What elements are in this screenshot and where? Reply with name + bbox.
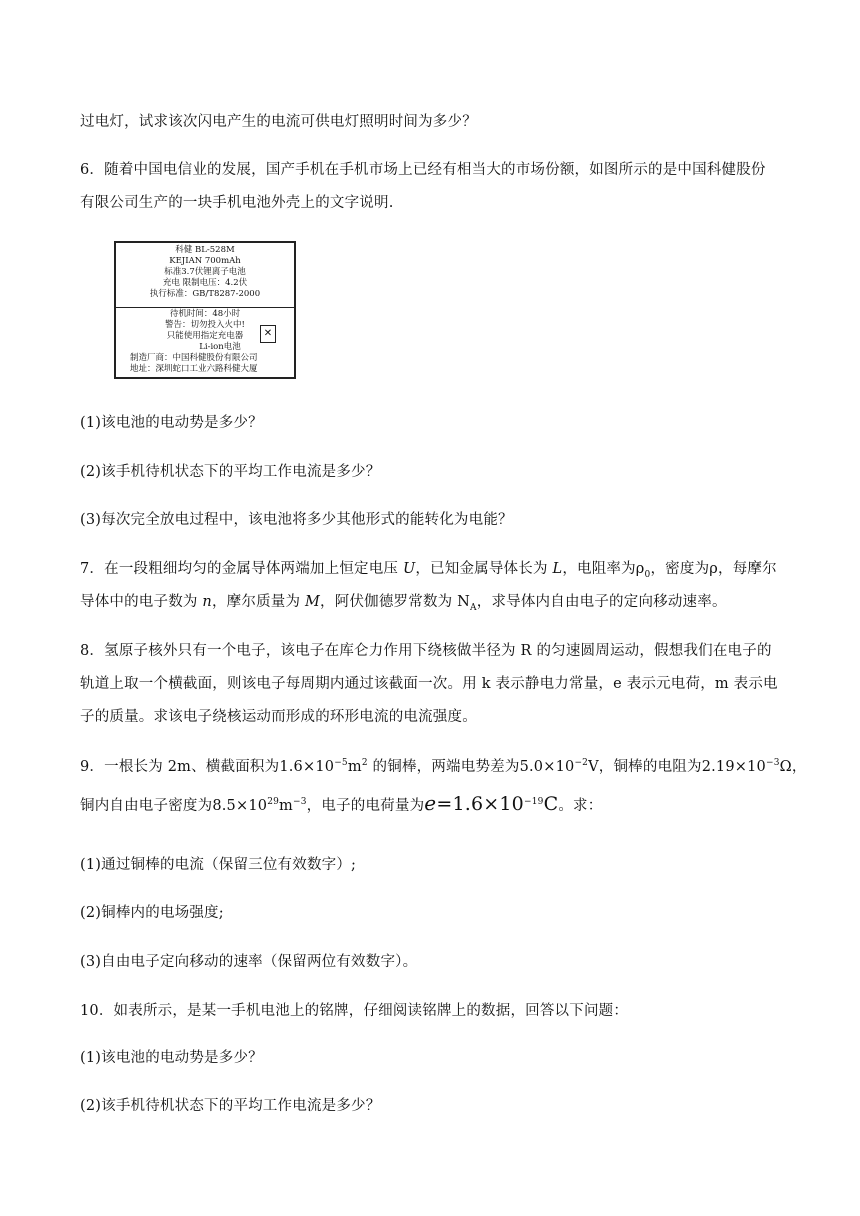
q9-area-unit-exp: 2 — [361, 758, 368, 769]
q9-text: 。求： — [558, 798, 603, 814]
label-standby: 待机时间：48小时 — [169, 309, 241, 319]
q9-density-unit: m — [279, 798, 293, 814]
label-voltage: 标准3.7伏锂离子电池 — [164, 267, 246, 277]
q9-stem-line1 — [80, 757, 807, 777]
q9-voltage-exp: −2 — [574, 758, 589, 769]
q9-resistance-unit: Ω — [779, 759, 792, 775]
q7-text: ，密度为ρ，每摩尔 — [650, 561, 777, 577]
q9-area: 1.6×10 — [279, 759, 335, 775]
label-capacity: KEJIAN 700mAh — [169, 256, 241, 266]
q6-part1: (1)该电池的电动势是多少？ — [80, 415, 263, 431]
q7-text: ，电阻率为ρ — [562, 561, 645, 577]
q7-stem-line1 — [80, 559, 777, 579]
q10-part1: (1)该电池的电动势是多少？ — [80, 1050, 263, 1066]
q6-part3: (3)每次完全放电过程中，该电池将多少其他形式的能转化为电能？ — [80, 512, 513, 528]
q9-text: ， — [791, 759, 807, 775]
battery-label-image — [114, 241, 296, 379]
q7-var-L: L — [552, 561, 563, 577]
q9-density-unit-exp: −3 — [293, 797, 307, 808]
q7-var-n: n — [202, 594, 212, 610]
label-manufacturer: 制造厂商：中国科健股份有限公司 — [130, 353, 258, 363]
label-divider — [116, 307, 294, 308]
q9-part3: (3)自由电子定向移动的速率（保留两位有效数字）。 — [80, 954, 418, 970]
q10-stem: 10．如表所示，是某一手机电池上的铭牌，仔细阅读铭牌上的数据，回答以下问题： — [80, 1003, 629, 1019]
label-address: 地址：深圳蛇口工业六路科健大厦 — [130, 364, 258, 374]
q9-resistance-exp: −3 — [765, 758, 780, 769]
q6-part2: (2)该手机待机状态下的平均工作电流是多少？ — [80, 464, 381, 480]
q9-resistance: 2.19×10 — [701, 759, 766, 775]
q7-text: ，已知金属导体长为 — [415, 561, 553, 577]
q9-voltage: 5.0×10 — [519, 759, 575, 775]
q7-rho-subscript: 0 — [644, 569, 651, 580]
q10-part2: (2)该手机待机状态下的平均工作电流是多少？ — [80, 1098, 381, 1114]
q7-NA-subscript: A — [470, 602, 477, 613]
q5-continuation: 过电灯，试求该次闪电产生的电流可供电灯照明时间为多少？ — [80, 114, 477, 130]
q8-stem-line1: 8．氢原子核外只有一个电子，该电子在库仑力作用下绕核做半径为 R 的匀速圆周运动，假想我们在电子的 — [80, 643, 772, 659]
label-model: 科健 BL-528M — [175, 245, 235, 255]
q7-var-U: U — [402, 561, 416, 577]
q8-stem-line3: 子的质量。求该电子绕核运动而形成的环形电流的电流强度。 — [80, 709, 477, 725]
q9-voltage-unit: V — [588, 759, 599, 775]
q9-area-exp: −5 — [334, 758, 348, 769]
q9-part2: (2)铜棒内的电场强度; — [80, 905, 224, 921]
q9-area-unit: m — [347, 759, 362, 775]
label-charger: 只能使用指定充电器 — [166, 331, 244, 341]
q9-charge-unit: C — [543, 793, 559, 815]
q9-text: ，电子的电荷量为 — [306, 798, 425, 814]
q9-text: 的铜棒，两端电势差为 — [367, 759, 520, 775]
q9-text: 铜内自由电子密度为 — [80, 798, 213, 814]
label-warning: 警告：切勿投入火中! — [165, 320, 245, 330]
q7-text: 7．在一段粗细均匀的金属导体两端加上恒定电压 — [80, 561, 403, 577]
q8-stem-line2: 轨道上取一个横截面，则该电子每周期内通过该截面一次。用 k 表示静电力常量，e 表示元电荷，m 表示电 — [80, 676, 778, 692]
q7-text: 导体中的电子数为 — [80, 594, 203, 610]
q7-stem-line2 — [80, 592, 727, 612]
label-li-ion: Li-ion电池 — [199, 342, 241, 352]
q7-text: ，阿伏伽德罗常数为 N — [320, 594, 471, 610]
q7-var-M: M — [304, 594, 321, 610]
q9-text: ，铜棒的电阻为 — [598, 759, 702, 775]
q6-stem-line1: 6．随着中国电信业的发展，国产手机在手机市场上已经有相当大的市场份额，如图所示的是中国科健股份 — [80, 162, 766, 178]
q9-part1: (1)通过铜棒的电流（保留三位有效数字）; — [80, 857, 357, 873]
q9-charge-exp: −19 — [523, 797, 544, 808]
label-standard: 执行标准：GB/T8287-2000 — [149, 289, 261, 299]
q9-density: 8.5×10 — [212, 798, 268, 814]
recycle-bin-icon: ✕ — [260, 325, 276, 343]
q7-text: ，摩尔质量为 — [211, 594, 305, 610]
q9-text: 9．一根长为 2m、横截面积为 — [80, 759, 280, 775]
q6-stem-line2: 有限公司生产的一块手机电池外壳上的文字说明. — [80, 195, 394, 211]
q9-charge-symbol: e — [424, 791, 437, 815]
label-charge-limit: 充电 限制电压：4.2伏 — [162, 278, 248, 288]
q9-stem-line2 — [80, 793, 602, 816]
q9-density-exp: 29 — [267, 797, 280, 808]
q9-charge-value: =1.6×10 — [436, 793, 524, 815]
q7-text: ，求导体内自由电子的定向移动速率。 — [476, 594, 727, 610]
